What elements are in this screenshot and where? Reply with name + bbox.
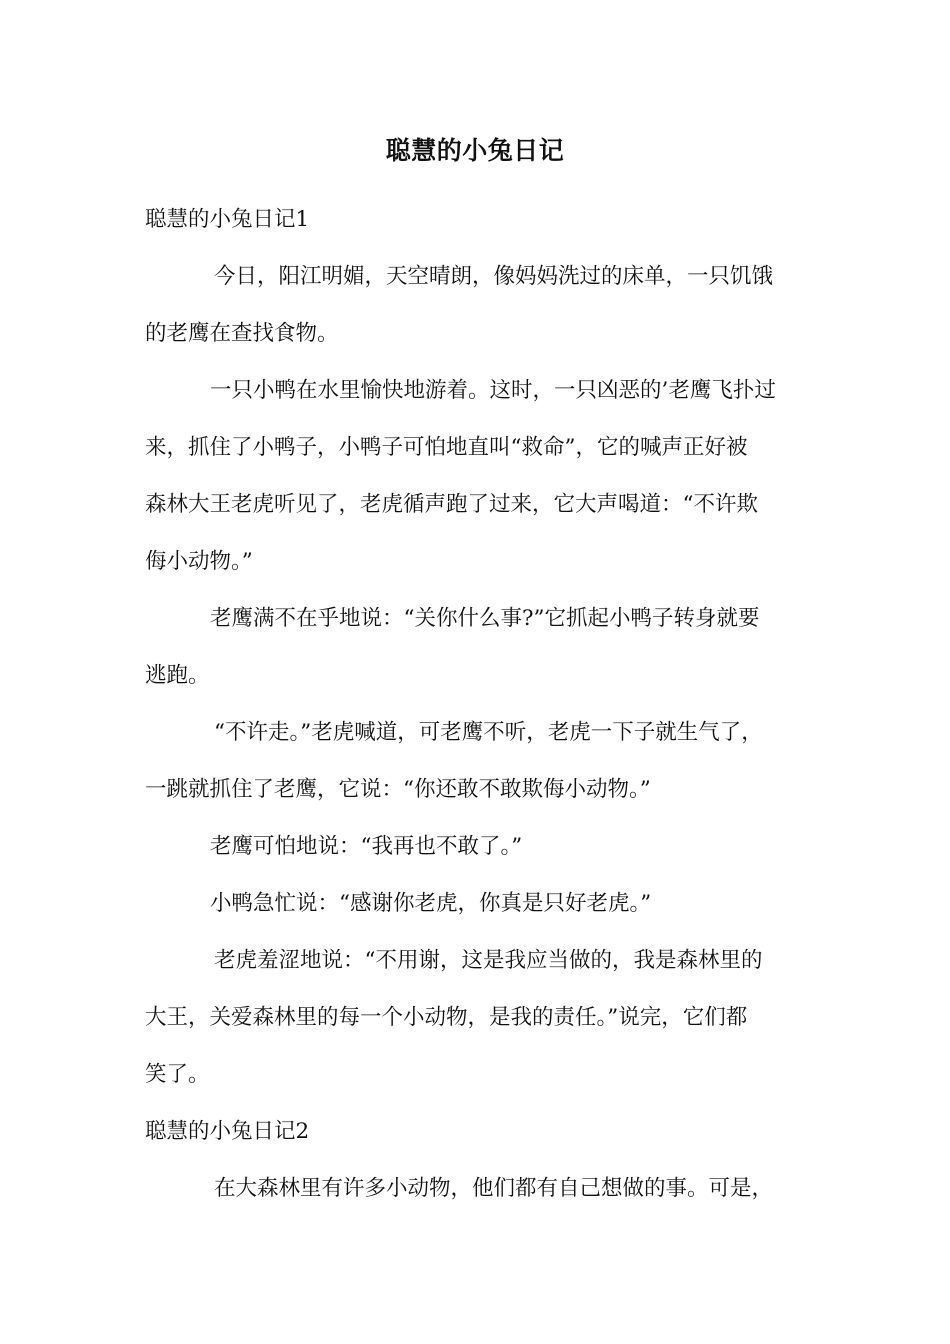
paragraph-line: 今日，阳江明媚，天空晴朗，像妈妈洗过的床单，一只饥饿	[214, 264, 774, 289]
paragraph-line: “不许走。”老虎喊道，可老鹰不听，老虎一下子就生气了，	[214, 720, 763, 745]
paragraph-line: 小鸭急忙说：“感谢你老虎，你真是只好老虎。”	[210, 891, 652, 916]
paragraph-line: 一跳就抓住了老鹰，它说：“你还敢不敢欺侮小动物。”	[145, 777, 651, 802]
paragraph-line: 侮小动物。”	[145, 549, 253, 574]
paragraph-line: 逃跑。	[145, 663, 210, 688]
paragraph-line: 来，抓住了小鸭子，小鸭子可怕地直叫“救命”，它的喊声正好被	[145, 435, 748, 460]
document-title: 聪慧的小兔日记	[385, 136, 565, 165]
section-heading-2: 聪慧的小兔日记2	[145, 1119, 310, 1144]
paragraph-line: 大王，关爱森林里的每一个小动物，是我的责任。”说完，它们都	[145, 1005, 748, 1030]
paragraph-line: 一只小鸭在水里愉快地游着。这时，一只凶恶的’老鹰飞扑过	[210, 378, 776, 403]
paragraph-line: 的老鹰在查找食物。	[145, 321, 339, 346]
section-heading-1: 聪慧的小兔日记1	[145, 207, 310, 232]
paragraph-line: 森林大王老虎听见了，老虎循声跑了过来，它大声喝道：“不许欺	[145, 492, 758, 517]
paragraph-line: 老鹰满不在乎地说：“关你什么事?”它抓起小鸭子转身就要	[210, 606, 760, 631]
paragraph-line: 笑了。	[145, 1062, 210, 1087]
paragraph-line: 在大森林里有许多小动物，他们都有自己想做的事。可是，	[214, 1176, 774, 1201]
paragraph-line: 老虎羞涩地说：“不用谢，这是我应当做的，我是森林里的	[214, 948, 763, 973]
paragraph-line: 老鹰可怕地说：“我再也不敢了。”	[210, 834, 523, 859]
